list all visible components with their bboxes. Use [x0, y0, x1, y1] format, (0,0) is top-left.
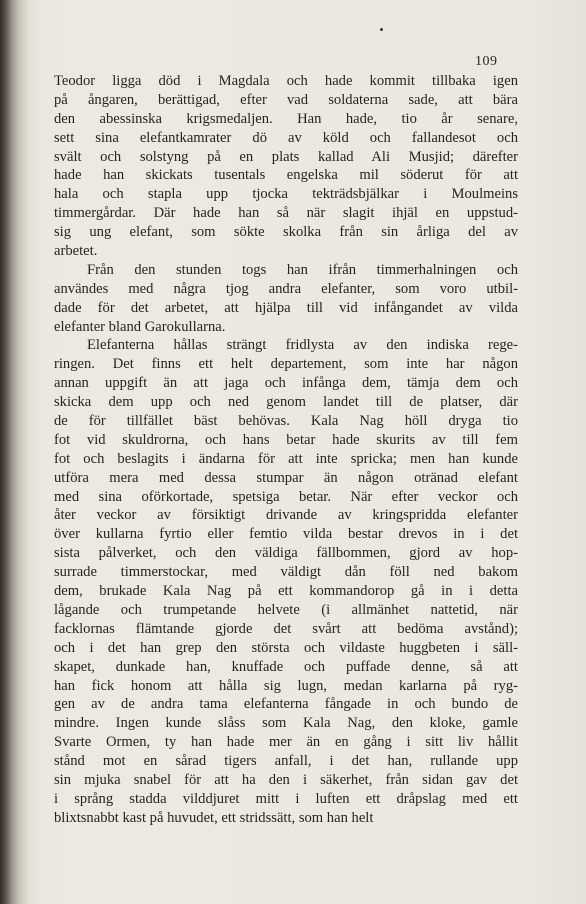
text-line: skicka dem upp och ned genom landet till de platser, där — [54, 394, 518, 411]
text-line: hala och stapla upp tjocka tekträdsbjälkar i Moulmeins — [54, 186, 518, 203]
text-line: med sina oförkortade, spetsiga betar. När efter veckor och — [54, 488, 518, 505]
text-line: mindre. Ingen kunde slåss som Kala Nag, den kloke, gamle — [54, 715, 518, 732]
text-line: och i det han grep den största och vildaste huggbeten i säll- — [54, 639, 518, 656]
text-line: användes med några tjog andra elefanter, som voro utbil- — [54, 280, 518, 297]
text-line: stånd mot en sårad tigers anfall, i det han, rullande upp — [54, 753, 518, 770]
text-line: timmergårdar. Där hade han så när slagit ihjäl en uppstud- — [54, 205, 518, 222]
body-text — [54, 72, 518, 828]
text-line: den abessinska krigsmedaljen. Han hade, tio år senare, — [54, 110, 518, 127]
text-line: blixtsnabbt kast på huvudet, ett stridssätt, som han helt — [54, 809, 374, 826]
text-line: hade han skickats tusentals engelska mil söderut för att — [54, 167, 518, 184]
text-line: på ångaren, berättigad, efter vad soldaterna sade, att bära — [54, 91, 518, 108]
book-spine-shadow — [0, 0, 30, 904]
paragraph — [54, 336, 518, 827]
text-line: skapet, dunkade han, knuffade och puffade denne, så att — [54, 658, 518, 675]
text-line: i språng stadda vilddjuret mitt i luften ett dråpslag med ett — [54, 790, 518, 807]
text-line: utföra mera med dessa stumpar än någon otränad elefant — [54, 469, 518, 486]
text-line: svält och solstyng på en plats kallad Ali Musjid; därefter — [54, 148, 518, 165]
text-line: han fick honom att hålla sig lugn, medan karlarna på ryg- — [54, 677, 518, 694]
text-line: elefanter bland Garokullarna. — [54, 318, 226, 335]
text-line: Elefanterna hållas strängt fridlysta av den indiska rege- — [87, 337, 518, 354]
page-number: 109 — [475, 54, 498, 69]
text-line: lågande och trumpetande helvete (i allmänhet nattetid, när — [54, 601, 518, 618]
text-line: fot vid skuldrorna, och hans betar hade skurits av till fem — [54, 431, 518, 448]
text-line: Från den stunden togs han ifrån timmerhalningen och — [87, 261, 518, 278]
text-line: över kullarna fyrtio eller femtio vilda bestar drevos in i det — [54, 526, 518, 543]
text-line: surrade timmerstockar, med väldigt dån föll ned bakom — [54, 564, 518, 581]
text-line: annan uppgift än att jaga och infånga dem, tämja dem och — [54, 375, 518, 392]
text-line: arbetet. — [54, 243, 98, 260]
text-line: de för tillfället bäst behövas. Kala Nag höll dryga tio — [54, 413, 518, 430]
text-line: fot och beslagits i ändarna för att inte spricka; men han kunde — [54, 450, 518, 467]
paragraph — [54, 72, 518, 261]
text-line: dem, brukade Kala Nag på ett kommandorop gå in i detta — [54, 583, 518, 600]
text-line: Svarte Ormen, ty han hade mer än en gång i sitt liv hållit — [54, 734, 518, 751]
text-line: sett sina elefantkamrater dö av köld och fallandesot och — [54, 129, 518, 146]
text-line: Teodor ligga död i Magdala och hade kommit tillbaka igen — [54, 73, 518, 89]
ink-speck — [380, 28, 383, 31]
paragraph — [54, 261, 518, 337]
text-line: dade för det arbetet, att hjälpa till vid infångandet av vilda — [54, 299, 518, 316]
text-line: åter veckor av försiktigt drivande av kringspridda elefanter — [54, 507, 518, 524]
text-line: ringen. Det finns ett helt departement, som inte har någon — [54, 356, 518, 373]
text-line: sig ung elefant, som sökte skolka från sin årliga del av — [54, 224, 518, 241]
text-line: gen av de andra tama elefanterna fångade in och bundo de — [54, 696, 518, 713]
text-line: sista pålverket, och den väldiga fällbommen, gjord av hop- — [54, 545, 518, 562]
text-line: sin mjuka snabel för att ha den i säkerhet, från sidan gav det — [54, 771, 518, 788]
text-line: facklornas flämtande gjorde det svårt att bedöma avstånd); — [54, 620, 518, 637]
